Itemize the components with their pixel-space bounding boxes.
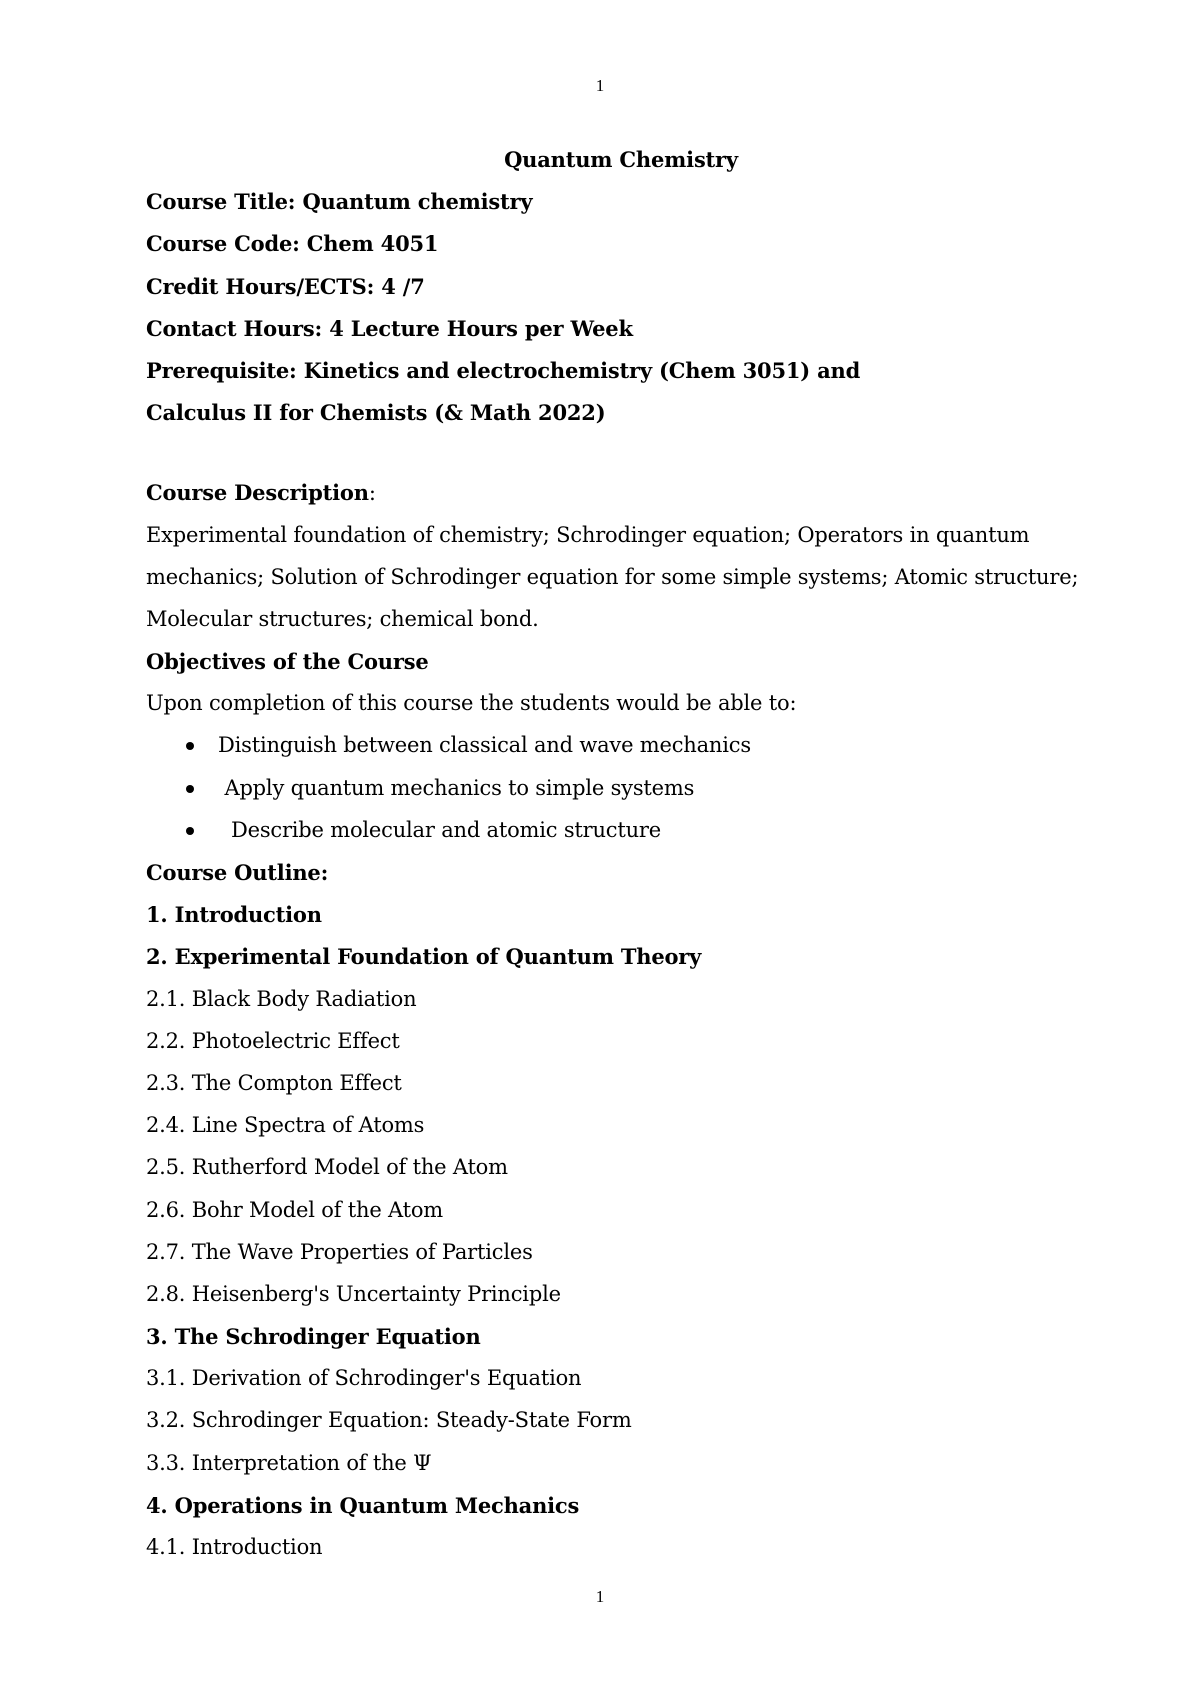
outline-heading: Course Outline: xyxy=(146,860,329,885)
outline-subsection: 2.4. Line Spectra of Atoms xyxy=(146,1113,425,1138)
objective-text: Distinguish between classical and wave mechanics xyxy=(218,733,751,758)
course-info-value: Chem 4051 xyxy=(306,231,439,257)
outline-subsection: 4.1. Introduction xyxy=(146,1535,323,1559)
outline-section-heading: 1. Introduction xyxy=(146,902,322,928)
course-info-value: 4 Lecture Hours per Week xyxy=(329,315,633,341)
objectives-list xyxy=(146,730,1046,857)
description-line: mechanics; Solution of Schrodinger equation for some simple systems; Atomic structure; xyxy=(146,564,1079,589)
outline-list xyxy=(146,899,1046,1574)
spacer xyxy=(146,439,1046,477)
objective-text: Describe molecular and atomic structure xyxy=(218,817,661,842)
objective-item xyxy=(146,815,1046,857)
course-info-title xyxy=(146,186,1046,228)
course-info-code xyxy=(146,228,1046,270)
course-info-label: Contact Hours: xyxy=(146,315,323,341)
course-info-value: Quantum chemistry xyxy=(302,189,533,215)
outline-subsection: 2.2. Photoelectric Effect xyxy=(146,1028,400,1053)
outline-subsection: 2.3. The Compton Effect xyxy=(146,1070,402,1095)
course-info-value: 4 /7 xyxy=(381,273,425,299)
outline-subsection: 2.8. Heisenberg's Uncertainty Principle xyxy=(146,1281,561,1306)
page-number-bottom: 1 xyxy=(595,1587,605,1606)
document-title: Quantum Chemistry xyxy=(504,147,738,172)
outline-subsection: 3.3. Interpretation of the Ψ xyxy=(146,1450,432,1475)
description-line: Experimental foundation of chemistry; Schrodinger equation; Operators in quantum xyxy=(146,522,1030,547)
course-info-label: Credit Hours/ECTS: xyxy=(146,273,375,299)
objectives-intro: Upon completion of this course the students would be able to: xyxy=(146,691,797,716)
course-info-prerequisite xyxy=(146,355,1046,397)
course-info-label: Course Code: xyxy=(146,231,300,257)
course-info-label: Course Title: xyxy=(146,189,296,215)
description-heading-line xyxy=(146,477,1046,519)
outline-section-heading: 2. Experimental Foundation of Quantum Theory xyxy=(146,944,702,970)
course-info-label: Prerequisite: xyxy=(146,357,297,383)
objective-item xyxy=(146,730,1046,772)
objective-item xyxy=(146,773,1046,815)
course-info-contact-hours xyxy=(146,313,1046,355)
outline-subsection: 2.6. Bohr Model of the Atom xyxy=(146,1197,444,1222)
document-body xyxy=(146,144,1079,1574)
outline-section-heading: 3. The Schrodinger Equation xyxy=(146,1324,481,1350)
outline-subsection: 3.1. Derivation of Schrodinger's Equation xyxy=(146,1366,582,1391)
bullet-icon xyxy=(186,827,194,835)
outline-subsection: 3.2. Schrodinger Equation: Steady-State Form xyxy=(146,1408,632,1433)
outline-subsection: 2.5. Rutherford Model of the Atom xyxy=(146,1155,508,1180)
page-number-top: 1 xyxy=(595,76,605,95)
outline-subsection: 2.7. The Wave Properties of Particles xyxy=(146,1239,533,1264)
description-colon: : xyxy=(368,481,376,506)
bullet-icon xyxy=(186,785,194,793)
objectives-heading: Objectives of the Course xyxy=(146,649,429,675)
description-line: Molecular structures; chemical bond. xyxy=(146,606,539,631)
prerequisite-continuation: Calculus II for Chemists (& Math 2022) xyxy=(146,400,606,426)
objective-text: Apply quantum mechanics to simple systems xyxy=(218,775,695,800)
bullet-icon xyxy=(186,742,194,750)
outline-subsection: 2.1. Black Body Radiation xyxy=(146,986,417,1011)
outline-section-heading: 4. Operations in Quantum Mechanics xyxy=(146,1492,580,1518)
description-heading: Course Description xyxy=(146,480,369,506)
course-info-credit-hours xyxy=(146,271,1046,313)
course-info-value: Kinetics and electrochemistry (Chem 3051) and xyxy=(303,357,861,383)
